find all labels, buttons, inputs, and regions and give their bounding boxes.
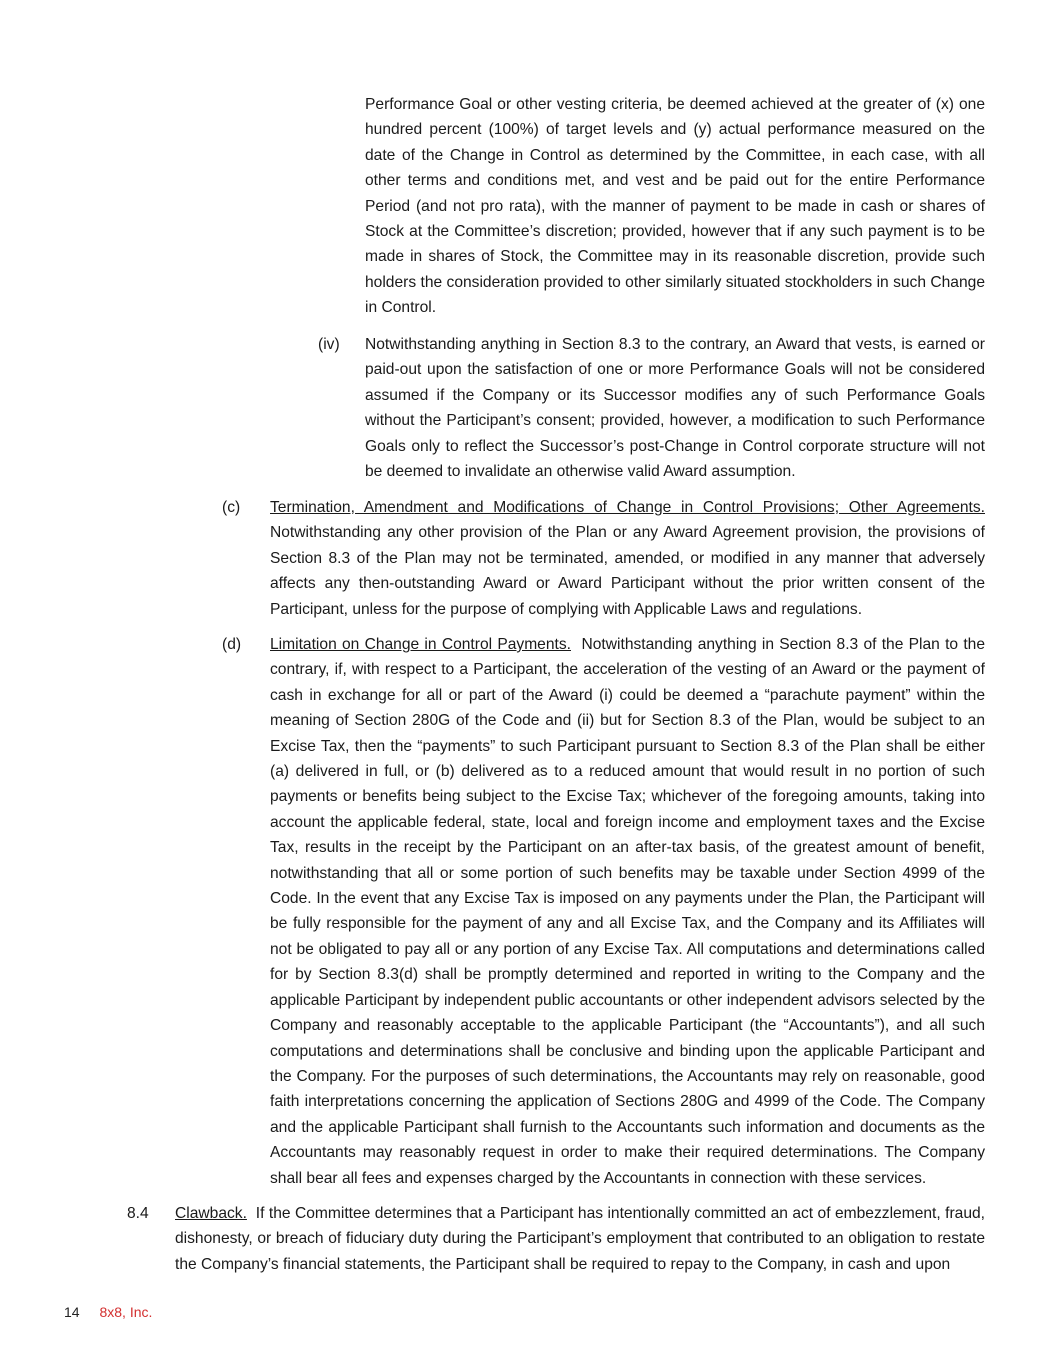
item-iv-marker: (iv): [318, 336, 340, 353]
item-iv-paragraph: [365, 332, 985, 484]
paragraph-text: Notwithstanding any other provision of the Plan or any Award Agreement provision, the provisions of Section 8.3 of the Plan may not be terminated, amended, or modified in any manner that adversely affects any then-outstanding Award or Award Participant without the prior written consent of the Participant, unless for the purpose of complying with Applicable Laws and regulations.: [270, 524, 985, 618]
section-8-4-paragraph: [175, 1201, 985, 1277]
paragraph-text: Notwithstanding anything in Section 8.3 of the Plan to the contrary, if, with respect to a Participant, the acceleration of the vesting of an Award or the payment of cash in exchange for all or part of the Award (i) could be deemed a “parachute payment” within the meaning of Section 280G of the Code and (ii) but for Section 8.3 of the Plan, would be subject to an Excise Tax, then the “payments” to such Participant pursuant to Section 8.3 of the Plan shall be either (a) delivered in full, or (b) delivered as to a reduced amount that would result in no portion of such payments or benefits being subject to the Excise Tax; whichever of the foregoing amounts, taking into account the applicable federal, state, local and foreign income and employment taxes and the Excise Tax, results in the receipt by the Participant on an after-tax basis, of the greatest amount of benefit, notwithstanding that all or some portion of such benefits may be taxable under Section 4999 of the Code. In the event that any Excise Tax is imposed on any payments under the Plan, the Participant will be fully responsible for the payment of any and all Excise Tax, and the Company and its Affiliates will not be obligated to pay all or any portion of any Excise Tax. All computations and determinations called for by Section 8.3(d) shall be promptly determined and reported in writing to the Company and the applicable Participant by independent public accountants or other independent advisors selected by the Company and reasonably acceptable to the applicable Participant (the “Accountants”), and all such computations and determinations shall be conclusive and binding upon the applicable Participant and the Company. For the purposes of such determinations, the Accountants may rely on reasonable, good faith interpretations concerning the application of Sections 280G and 4999 of the Code. The Company and the applicable Participant shall furnish to the Accountants such information and documents as the Accountants may reasonably request in order to make their required determinations. The Company shall bear all fees and expenses charged by the Accountants in connection with these services.: [270, 636, 985, 1187]
item-d-paragraph: [270, 632, 985, 1191]
item-c-heading: Termination, Amendment and Modifications of Change in Control Provisions; Other Agreements.: [270, 499, 985, 516]
paragraph-text: If the Committee determines that a Participant has intentionally committed an act of embezzlement, fraud, dishonesty, or breach of fiduciary duty during the Participant’s employment that contributed to an obligation to restate the Company’s financial statements, the Participant shall be required to repay to the Company, in cash and upon: [175, 1205, 985, 1273]
item-d-marker: (d): [222, 636, 242, 653]
section-8-4-heading: Clawback.: [175, 1205, 247, 1222]
paragraph-text: Notwithstanding anything in Section 8.3 to the contrary, an Award that vests, is earned or paid-out upon the satisfaction of one or more Performance Goals will not be considered assumed if the Company or its Successor modifies any of such Performance Goals without the Participant’s consent; provided, however, a modification to such Performance Goals only to reflect the Successor’s post-Change in Control corporate structure will not be deemed to invalidate an otherwise valid Award assumption.: [365, 336, 985, 481]
page-number: 14: [64, 1304, 80, 1320]
item-c-paragraph: [270, 495, 985, 622]
company-name: 8x8, Inc.: [99, 1304, 153, 1320]
section-8-4-marker: 8.4: [127, 1205, 149, 1222]
item-c-marker: (c): [222, 499, 241, 516]
paragraph-iii-continuation: [365, 92, 985, 321]
item-d-heading: Limitation on Change in Control Payments.: [270, 636, 571, 653]
paragraph-text: Performance Goal or other vesting criteria, be deemed achieved at the greater of (x) one hundred percent (100%) of target levels and (y) actual performance measured on the date of the Change in Control as determined by the Committee, in each case, with all other terms and conditions met, and vest and be paid out for the entire Performance Period (and not pro rata), with the manner of payment to be made in cash or shares of Stock at the Committee’s discretion; provided, however that if any such payment is to be made in shares of Stock, the Committee may in its reasonable discretion, provide such holders the consideration provided to other similarly situated stockholders in such Change in Control.: [365, 96, 985, 317]
page-footer: [64, 1303, 152, 1321]
